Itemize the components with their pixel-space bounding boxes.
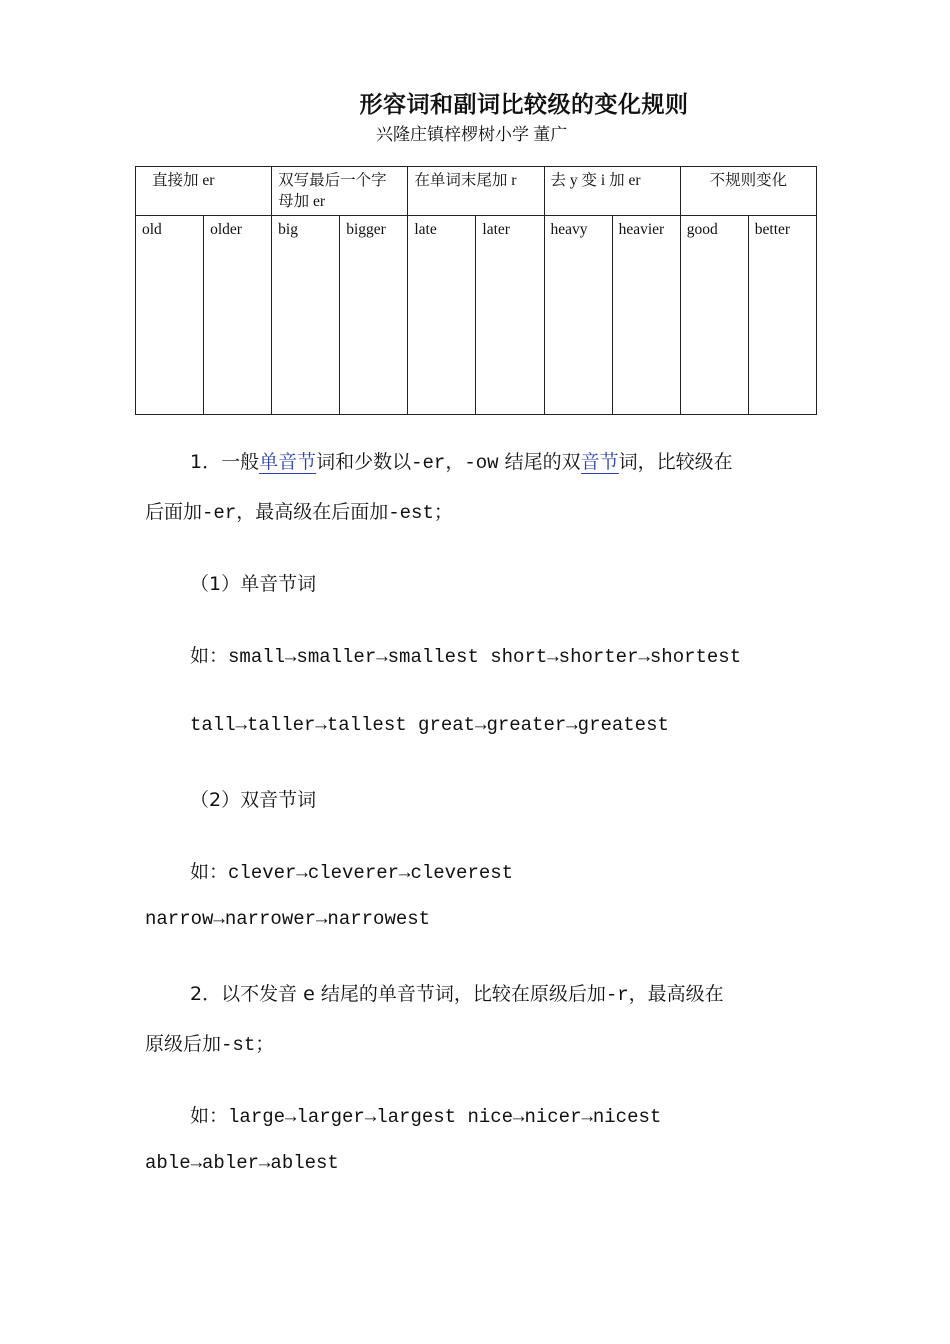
table-cell: heavier — [612, 216, 680, 415]
rule-1-line-2 — [145, 497, 453, 524]
suffix-est: -est — [388, 502, 434, 524]
example-1-line-1 — [190, 641, 741, 668]
table-cell: later — [476, 216, 544, 415]
example-prefix: 如： — [190, 1105, 229, 1127]
rule-1-text: ； — [433, 501, 453, 523]
rule-1-text: 后面加 — [145, 501, 203, 523]
example-1-line-2 — [190, 713, 669, 736]
subheading-disyllabic: （2）双音节词 — [190, 789, 317, 811]
table-header-cell: 双写最后一个字母加 er — [272, 167, 408, 216]
example-3-line-1 — [190, 1101, 661, 1128]
example-3-line-2 — [145, 1151, 339, 1174]
rule-1-text: ，最高级在后面加 — [236, 501, 389, 523]
table-header-cell: 在单词末尾加 r — [408, 167, 544, 216]
example-words: able→abler→ablest — [145, 1152, 339, 1174]
subheading-monosyllabic: （1）单音节词 — [190, 573, 317, 595]
table-cell: late — [408, 216, 476, 415]
example-words: tall→taller→tallest great→greater→greatest — [190, 714, 669, 736]
table-cell: better — [748, 216, 816, 415]
example-2-line-2 — [145, 907, 430, 930]
example-words: narrow→narrower→narrowest — [145, 908, 431, 930]
author-line: 兴隆庄镇梓椤树小学 董广 — [376, 125, 568, 144]
table-header-cell: 直接加 er — [136, 167, 272, 216]
rule-2-line-1 — [190, 979, 724, 1006]
comparison-rules-table — [135, 166, 817, 415]
monosyllable-link[interactable]: 单音节 — [259, 451, 317, 473]
rule-1-text: 词和少数以 — [316, 451, 412, 473]
table-cell: old — [136, 216, 204, 415]
table-cell: heavy — [544, 216, 612, 415]
rule-2-text: 原级后加 — [145, 1033, 222, 1055]
table-cell: big — [272, 216, 340, 415]
suffix-ow: -ow — [464, 452, 499, 474]
rule-1-text: ， — [445, 451, 465, 473]
example-2-line-1 — [190, 857, 513, 884]
syllable-link[interactable]: 音节 — [580, 451, 619, 473]
table-cell: older — [204, 216, 272, 415]
rule-1-text: 1．一般 — [190, 451, 260, 473]
rule-2-text: ，最高级在 — [628, 983, 724, 1005]
suffix-er: -er — [411, 452, 446, 474]
table-cell: bigger — [340, 216, 408, 415]
table-header-cell: 去 y 变 i 加 er — [544, 167, 680, 216]
rule-1-text: 词，比较级在 — [618, 451, 733, 473]
rule-1-text: 结尾的双 — [498, 451, 581, 473]
rule-2-line-2 — [145, 1029, 274, 1056]
example-words: clever→cleverer→cleverest — [228, 862, 514, 884]
page-title: 形容词和副词比较级的变化规则 — [359, 92, 689, 118]
example-prefix: 如： — [190, 861, 229, 883]
table-header-row — [136, 167, 817, 216]
rule-2-text: 2．以不发音 e 结尾的单音节词，比较在原级后加 — [190, 983, 606, 1005]
table-row — [136, 216, 817, 415]
table-cell: good — [680, 216, 748, 415]
example-words: small→smaller→smallest short→shorter→shortest — [228, 646, 742, 668]
table-header-cell: 不规则变化 — [680, 167, 816, 216]
rule-1-line-1 — [190, 447, 733, 474]
suffix-er: -er — [202, 502, 237, 524]
example-words: large→larger→largest nice→nicer→nicest — [228, 1106, 662, 1128]
example-prefix: 如： — [190, 645, 229, 667]
suffix-r: -r — [605, 984, 629, 1006]
suffix-st: -st — [221, 1034, 256, 1056]
rule-2-text: ； — [255, 1033, 275, 1055]
